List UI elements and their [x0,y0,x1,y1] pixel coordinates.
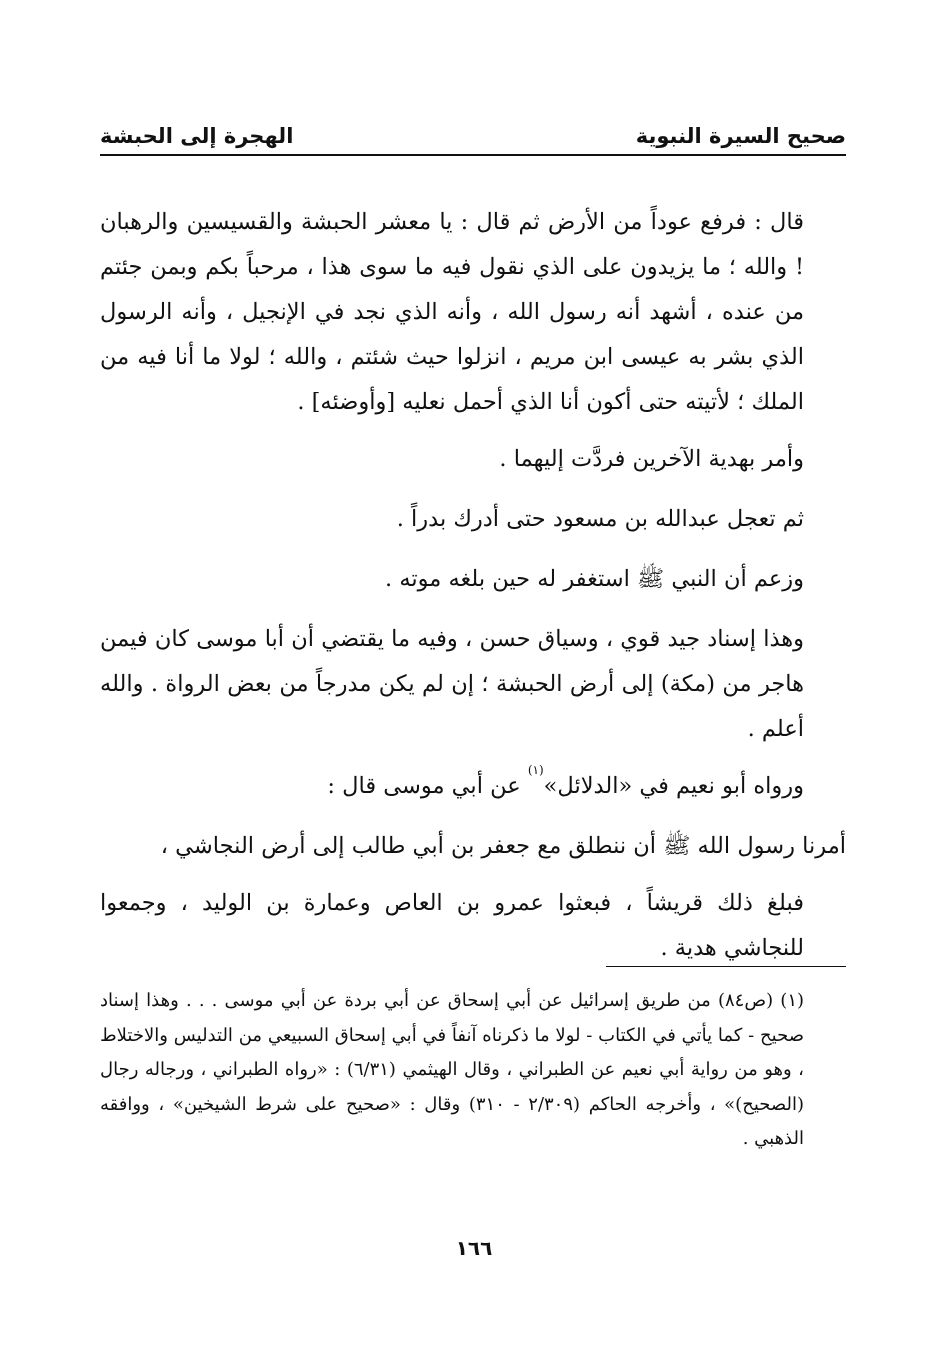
paragraph-1: قال : فرفع عوداً من الأرض ثم قال : يا معشر الحبشة والقسيسين والرهبان ! والله ؛ ما يزيدون على الذي نقول فيه ما سوى هذا ، مرحباً بكم وبمن جئتم من عنده ، أشهد أنه رسول الله ، وأنه الذي نجد في الإنجيل ، وأنه الرسول الذي بشر به عيسى ابن مريم ، انزلوا حيث شئتم ، والله ؛ لولا ما أنا فيه من الملك ؛ لأتيته حتى أكون أنا الذي أحمل نعليه [وأوضئه] . [100,209,804,415]
book-title: صحيح السيرة النبوية [635,124,846,148]
paragraph-6-text-end: عن أبي موسى قال : [327,773,528,799]
footnote-divider [606,966,846,967]
paragraph-8: فبلغ ذلك قريشاً ، فبعثوا عمرو بن العاص وعمارة بن الوليد ، وجمعوا للنجاشي هدية . [100,890,804,961]
paragraph-5: وهذا إسناد جيد قوي ، وسياق حسن ، وفيه ما يقتضي أن أبا موسى كان فيمن هاجر من (مكة) إلى أرض الحبشة ؛ إن لم يكن مدرجاً من بعض الرواة . والله أعلم . [100,626,804,742]
footnote-1: (١) (ص٨٤) من طريق إسرائيل عن أبي إسحاق عن أبي بردة عن أبي موسى . . . وهذا إسناد صحيح - كما يأتي في الكتاب - لولا ما ذكرناه آنفاً في أبي إسحاق السبيعي من التدليس والاختلاط ، وهو من رواية أبي نعيم عن الطبراني ، وقال الهيثمي (٦/٣١) : «رواه الطبراني ، ورجاله رجال (الصحيح)» ، وأخرجه الحاكم (٢/٣٠٩ - ٣١٠) وقال : «صحيح على شرط الشيخين» ، ووافقه الذهبي . [100,990,805,1149]
running-header [100,112,846,148]
main-text [100,200,846,971]
paragraph-7: أمرنا رسول الله ﷺ أن ننطلق مع جعفر بن أبي طالب إلى أرض النجاشي ، [160,833,846,859]
paragraph-3: ثم تعجل عبدالله بن مسعود حتى أدرك بدراً . [396,506,804,532]
paragraph-2: وأمر بهدية الآخرين فردَّت إليهما . [499,446,804,472]
paragraph-6 [100,764,846,809]
header-divider [100,154,846,156]
footnote-reference: (١) [527,763,544,777]
page-number: ١٦٦ [455,1236,493,1260]
paragraph-6-text: ورواه أبو نعيم في «الدلائل» [543,773,804,799]
paragraph-4: وزعم أن النبي ﷺ استغفر له حين بلغه موته . [385,566,804,592]
footnotes [100,984,846,1157]
chapter-title: الهجرة إلى الحبشة [100,124,294,148]
